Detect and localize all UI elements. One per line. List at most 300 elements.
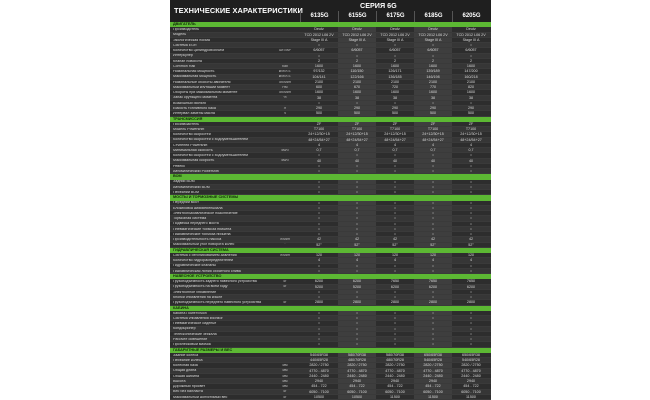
spec-value: 1600 (338, 64, 376, 68)
section-heading: ГИДРАВЛИЧЕСКАЯ СИСТЕМА (170, 248, 491, 253)
spec-label: Кнопки управления на крыле (173, 295, 223, 299)
spec-label: Количество скоростей с ходоуменьшителем (173, 138, 248, 141)
spec-value: • (318, 184, 320, 189)
section-heading: ДВИГАТЕЛЬ (170, 22, 491, 27)
spec-unit: кг (283, 301, 287, 304)
spec-label: Количество цилиндров/объем (173, 49, 224, 52)
spec-label: Номинальные обороты двигателя (173, 80, 231, 84)
spec-value: ○ (469, 316, 473, 320)
spec-label: Модель Powershift (173, 127, 205, 131)
spec-label: Задний ВОМ (173, 180, 195, 183)
spec-value: T7100 (313, 127, 325, 131)
model-header: 6185G (414, 11, 452, 22)
spec-label: Минимальная скорость (173, 148, 213, 152)
spec-value: Stage III A (386, 37, 404, 42)
spec-value: 1600 (466, 64, 476, 68)
spec-value: 10500 (313, 394, 325, 399)
model-header-row (300, 11, 490, 22)
spec-value: 40 (414, 159, 452, 163)
spec-value: 454 - 722 (311, 384, 327, 389)
spec-value: • (318, 321, 320, 326)
spec-value: • (394, 211, 396, 215)
spec-value: 540/65R28 (414, 358, 452, 362)
spec-value: 52° (468, 242, 474, 247)
spec-value: • (394, 321, 396, 326)
spec-value: 2800 (466, 300, 476, 305)
spec-value: ○ (338, 190, 376, 194)
spec-value: • (470, 216, 472, 221)
spec-unit: км/ч (281, 159, 289, 162)
spec-value: 2100 (414, 80, 452, 84)
spec-label: Пневматические тормоза прицепа (173, 227, 232, 231)
spec-value: • (414, 311, 452, 315)
spec-value: ○ (414, 316, 452, 320)
spec-value: 6/6057 (313, 48, 325, 53)
spec-value: 670 (338, 85, 376, 89)
spec-value: 7650 (390, 279, 400, 284)
spec-value: • (470, 53, 472, 58)
spec-label: Общая длина (173, 369, 197, 372)
spec-label: Рабочее освещение (173, 337, 208, 341)
section-heading: ГАБАРИТНЫЕ РАЗМЕРЫ И ВЕС (170, 348, 491, 353)
spec-label: Клапан поворота (173, 59, 202, 63)
spec-value: • (470, 289, 472, 294)
spec-label: Грузоподъемность на всем ходу (173, 285, 228, 288)
spec-value: 4770 - 4870 (385, 368, 405, 373)
spec-value: 4 (317, 142, 321, 147)
spec-value: • (394, 184, 396, 189)
spec-label: Система управления iMonitor (173, 316, 223, 320)
spec-value: • (414, 290, 452, 294)
spec-unit: ч (284, 112, 286, 115)
spec-label: Common Rail (173, 64, 196, 68)
spec-value: • (470, 211, 472, 215)
spec-unit: кг (283, 285, 287, 288)
spec-value: 0,7 (414, 148, 452, 152)
spec-value: ○ (393, 190, 397, 194)
spec-label: Производитель (173, 28, 200, 31)
spec-value: 104/141 (312, 74, 326, 79)
spec-value: 38 (468, 95, 474, 100)
spec-value: • (318, 100, 320, 105)
section-heading: ТРАНСМИССИЯ (170, 117, 491, 122)
spec-value: 5200 (314, 284, 324, 289)
spec-value: • (470, 205, 472, 210)
spec-value: • (470, 337, 472, 341)
spec-label: Реверс (173, 164, 186, 168)
spec-value: TCD 2012 L06 2V (304, 32, 334, 37)
spec-value: • (338, 201, 376, 205)
spec-value: • (394, 331, 396, 336)
spec-label: Грузоподъемность заднего навесного устройства (173, 280, 257, 283)
spec-value: ZF (316, 121, 322, 126)
spec-value: 1600 (338, 90, 376, 94)
spec-value: • (414, 43, 452, 47)
spec-unit: кВт/л.с. (278, 75, 292, 78)
spec-value: 48+24/54+27 (384, 137, 406, 142)
spec-value: • (394, 200, 396, 205)
spec-value: 2440 - 2480 (338, 374, 376, 378)
spec-unit: % (283, 96, 287, 99)
spec-value: 42 (316, 237, 322, 242)
spec-value: 4 (338, 258, 376, 262)
spec-value: 2100 (390, 79, 400, 84)
spec-unit: л/мин (280, 253, 290, 257)
spec-value: ○ (338, 227, 376, 231)
spec-value: 4 (338, 143, 376, 147)
spec-value: 480/70R28 (338, 358, 376, 362)
spec-value: • (470, 163, 472, 168)
spec-value: ○ (393, 221, 397, 226)
spec-label: Система с регулированием давления (173, 253, 237, 257)
spec-value: • (394, 169, 396, 173)
spec-label: Ступеней Powershift (173, 143, 208, 147)
spec-value: ○ (469, 226, 473, 231)
spec-value: 24+12/30+15 (338, 132, 376, 136)
spec-value: 0,7 (392, 148, 398, 152)
spec-value: • (470, 268, 472, 273)
spec-label: Грузоподъемность переднего навесного устройства (173, 301, 262, 304)
spec-value: 2940 (414, 379, 452, 383)
spec-value: 5200 (338, 285, 376, 289)
spec-value: • (394, 53, 396, 58)
spec-value: • (338, 295, 376, 299)
spec-value: 2440 - 2480 (385, 373, 405, 378)
spec-value: • (394, 295, 396, 299)
spec-value: • (414, 332, 452, 336)
spec-value: 42 (392, 237, 398, 242)
spec-value: • (318, 163, 320, 168)
spec-value: 7650 (466, 279, 476, 284)
section-heading: ВОМ (170, 174, 491, 179)
spec-unit: кг (283, 280, 287, 283)
spec-label: Вес без балласта (173, 390, 203, 393)
spec-value: • (338, 164, 376, 168)
spec-label: Передний мост (173, 201, 199, 204)
spec-value: 120 (315, 253, 323, 257)
spec-value: 42 (414, 237, 452, 241)
spec-value: • (414, 201, 452, 205)
spec-label: Интеркулер (173, 54, 193, 57)
spec-value: 0,7 (316, 148, 322, 152)
spec-value: 24+12/30+15 (414, 132, 452, 136)
spec-value: • (318, 179, 320, 184)
spec-value: 52° (316, 242, 322, 247)
spec-value: 4770 - 4870 (309, 368, 329, 373)
spec-value: • (414, 327, 452, 331)
spec-value: 110/150 (338, 69, 376, 73)
spec-unit: ° (284, 243, 286, 246)
spec-value: • (318, 153, 320, 158)
spec-value: • (338, 54, 376, 58)
spec-value: T7100 (338, 127, 376, 131)
spec-value: 440/65R28 (310, 358, 328, 362)
spec-value: • (394, 100, 396, 105)
spec-value: Deutz (338, 27, 376, 31)
spec-value: ○ (317, 221, 321, 226)
spec-value: ZF (468, 121, 474, 126)
spec-label: Тормозная система (173, 217, 207, 220)
spec-value: 40 (468, 158, 474, 163)
spec-value: 6050 - 7100 (414, 390, 452, 394)
spec-value: ○ (414, 222, 452, 226)
spec-value: 11500 (414, 395, 452, 399)
spec-label: Количество скоростей (173, 133, 211, 136)
spec-value: 4 (393, 258, 397, 263)
spec-value: 11500 (390, 394, 400, 399)
spec-value: 6200 (314, 279, 324, 284)
spec-value: 540/65R28 (462, 358, 480, 362)
spec-value: 6050 - 7100 (309, 389, 329, 394)
spec-value: ○ (317, 232, 321, 236)
spec-value: • (414, 164, 452, 168)
spec-value: • (414, 169, 452, 173)
spec-value: • (470, 295, 472, 299)
spec-value: 38 (392, 95, 398, 100)
spec-value: 0,7 (468, 148, 474, 152)
section-heading: МОСТЫ И ТОРМОЗНЫЕ СИСТЕМЫ (170, 195, 491, 200)
spec-value: 580/70R38 (338, 353, 376, 357)
section-heading: КАБИНА (170, 306, 491, 311)
spec-value: 24+12/30+15 (460, 132, 482, 137)
spec-value: 40 (316, 158, 322, 163)
spec-value: • (414, 269, 452, 273)
spec-value: 52° (392, 242, 398, 247)
spec-label: Экологическая норма (173, 38, 210, 42)
spec-value: 2820 / 2750 (461, 363, 481, 368)
spec-unit: кВт/л.с. (278, 70, 292, 73)
spec-value: • (414, 295, 452, 299)
spec-value: 4770 - 4870 (414, 369, 452, 373)
spec-label: Передние колеса (173, 358, 203, 362)
spec-value: 52° (414, 243, 452, 247)
spec-value: • (318, 331, 320, 336)
spec-value: • (414, 342, 452, 346)
spec-value: Stage III A (338, 38, 376, 42)
spec-value: 11500 (466, 394, 476, 399)
spec-value: • (470, 326, 472, 331)
spec-value: ○ (393, 263, 397, 268)
spec-value: 10500 (338, 395, 376, 399)
spec-value: • (394, 205, 396, 210)
spec-value: • (338, 327, 376, 331)
spec-value: 2 (414, 59, 452, 63)
spec-value: 97/132 (313, 69, 325, 74)
spec-label: Номинальная мощность (173, 70, 215, 73)
spec-value: 136/185 (388, 74, 402, 79)
spec-unit: кг (283, 390, 287, 393)
spec-value: • (394, 43, 396, 47)
spec-value: 2800 (338, 300, 376, 304)
spec-label: Телескопические зеркала (173, 332, 217, 336)
page-title: ТЕХНИЧЕСКИЕ ХАРАКТЕРИСТИКИ (174, 6, 303, 15)
spec-value: • (414, 180, 452, 184)
spec-value: 650/65R38 (414, 353, 452, 357)
spec-value: 500 (338, 111, 376, 115)
spec-value: • (394, 342, 396, 347)
spec-label: Максимальный крутящий момент (173, 85, 230, 89)
spec-value: • (470, 184, 472, 189)
spec-value: • (318, 211, 320, 215)
spec-value: 1600 (466, 90, 476, 95)
spec-value: 600 (315, 85, 323, 89)
spec-value: • (470, 179, 472, 184)
spec-value: 2940 (338, 379, 376, 383)
spec-row (170, 395, 491, 400)
spec-value: Stage III A (462, 37, 480, 42)
spec-value: • (470, 342, 472, 347)
spec-label: Автоматический ВОМ (173, 185, 210, 189)
spec-value: ZF (338, 122, 376, 126)
spec-value: TCD 2012 L06 2V (456, 32, 486, 37)
spec-value: Stage III A (414, 38, 452, 42)
spec-value: 6200 (390, 284, 400, 289)
spec-unit: об/мин (279, 91, 291, 94)
model-header: 6135G (300, 11, 338, 22)
spec-value: 38 (316, 95, 322, 100)
spec-value: 120 (391, 253, 399, 257)
spec-value: 1600 (414, 90, 452, 94)
spec-label: Система EGR (173, 43, 197, 47)
spec-value: • (394, 268, 396, 273)
spec-value: 2940 (314, 379, 324, 383)
spec-value: 454 - 722 (414, 384, 452, 388)
spec-label: Подвеска переднего моста (173, 222, 219, 225)
spec-value: 160/218 (464, 74, 478, 79)
spec-value: 147/200 (464, 69, 478, 74)
spec-value: 2800 (390, 300, 400, 305)
spec-unit: мм (282, 374, 288, 378)
spec-value: ZF (392, 121, 398, 126)
spec-value: 6/6057 (465, 48, 477, 53)
spec-value: • (318, 205, 320, 210)
spec-value: • (414, 206, 452, 210)
spec-value: 6050 - 7100 (385, 389, 405, 394)
spec-unit: мм (282, 364, 288, 367)
spec-value: • (394, 216, 396, 221)
spec-value: Deutz (466, 27, 476, 32)
spec-unit: кг (283, 395, 287, 399)
spec-value: • (338, 311, 376, 315)
spec-value: • (414, 337, 452, 341)
spec-label: Автоматический Powershift (173, 169, 219, 173)
spec-value: T7100 (465, 127, 477, 131)
spec-value: • (414, 321, 452, 325)
spec-unit: км/ч (281, 148, 289, 152)
spec-value: • (470, 331, 472, 336)
spec-value: • (318, 53, 320, 58)
spec-unit: л/мин (280, 238, 290, 241)
spec-unit: мм (282, 379, 288, 383)
spec-value: ○ (338, 264, 376, 268)
spec-value: 2820 / 2750 (414, 363, 452, 367)
spec-value: ○ (469, 221, 473, 226)
spec-value: • (414, 211, 452, 215)
spec-value: • (470, 153, 472, 158)
spec-label: Максимальная скорость (173, 159, 215, 162)
spec-value: 2800 (414, 300, 452, 304)
spec-label: Передний ВОМ (173, 190, 200, 194)
spec-value: 2800 (314, 300, 324, 305)
spec-value: 2820 / 2750 (309, 363, 329, 368)
spec-value: 720 (391, 85, 399, 89)
spec-value: • (318, 337, 320, 341)
spec-label: Количество скоростей с ходоуменьшителем (173, 154, 248, 157)
spec-value: 1600 (314, 90, 324, 95)
spec-value: 2440 - 2480 (461, 373, 481, 378)
spec-value: Deutz (390, 27, 400, 32)
spec-label: Гидравлическая линия обратного слива (173, 269, 241, 273)
spec-value: 0,7 (338, 148, 376, 152)
spec-value: 500 (391, 111, 399, 116)
spec-value: • (470, 43, 472, 47)
spec-label: Колесная база (173, 364, 198, 367)
spec-value: 48+24/54+27 (308, 137, 330, 142)
spec-unit: об/мин (279, 80, 291, 84)
spec-value: ○ (317, 190, 321, 194)
spec-value: • (338, 269, 376, 273)
spec-value: 2 (338, 59, 376, 63)
spec-value: 6/6057 (338, 48, 376, 52)
spec-value: 2 (469, 58, 473, 63)
spec-label: Запас крутящего момента (173, 96, 218, 99)
spec-value: TCD 2012 L06 2V (414, 33, 452, 37)
spec-value: 6200 (338, 279, 376, 283)
spec-value: • (338, 290, 376, 294)
spec-unit: Нм (282, 85, 288, 89)
spec-value: TCD 2012 L06 2V (338, 33, 376, 37)
spec-value: 42 (468, 237, 474, 242)
spec-label: Блокировка дифференциала (173, 206, 223, 210)
spec-value: 4 (414, 258, 452, 262)
spec-value: • (470, 100, 472, 105)
spec-value: 122/166 (338, 75, 376, 79)
spec-unit: мм (282, 385, 288, 388)
spec-value: 1600 (390, 90, 400, 95)
spec-value: ○ (414, 227, 452, 231)
spec-value: 1600 (390, 64, 400, 68)
spec-value: Deutz (414, 27, 452, 31)
spec-label: Емкость топливного бака (173, 106, 216, 110)
spec-value: 120 (414, 253, 452, 257)
spec-value: 6200 (414, 285, 452, 289)
spec-value: 770 (414, 85, 452, 89)
spec-value: ○ (338, 232, 376, 236)
series-title: СЕРИЯ 6G (360, 1, 397, 10)
spec-value: 290 (414, 106, 452, 110)
spec-value: ○ (414, 232, 452, 236)
spec-value: 40 (338, 159, 376, 163)
spec-value: ○ (414, 190, 452, 194)
spec-value: • (394, 163, 396, 168)
spec-value: • (338, 342, 376, 346)
spec-value: 480/70R28 (386, 358, 404, 362)
spec-value: • (394, 310, 396, 315)
spec-value: • (338, 153, 376, 157)
spec-value: Stage III A (310, 37, 328, 42)
spec-value: ○ (469, 232, 473, 236)
spec-value: 290 (391, 106, 399, 110)
spec-value: 126/171 (388, 69, 402, 74)
spec-value: • (394, 326, 396, 331)
spec-table (170, 22, 491, 400)
spec-label: Электрогидравлическое подключение (173, 211, 238, 215)
spec-value: ○ (469, 263, 473, 268)
spec-value: • (414, 101, 452, 105)
spec-label: Гидравлические тормоза прицепа (173, 232, 231, 236)
spec-value: • (394, 289, 396, 294)
spec-label: Максимальный допустимый вес (173, 395, 228, 399)
